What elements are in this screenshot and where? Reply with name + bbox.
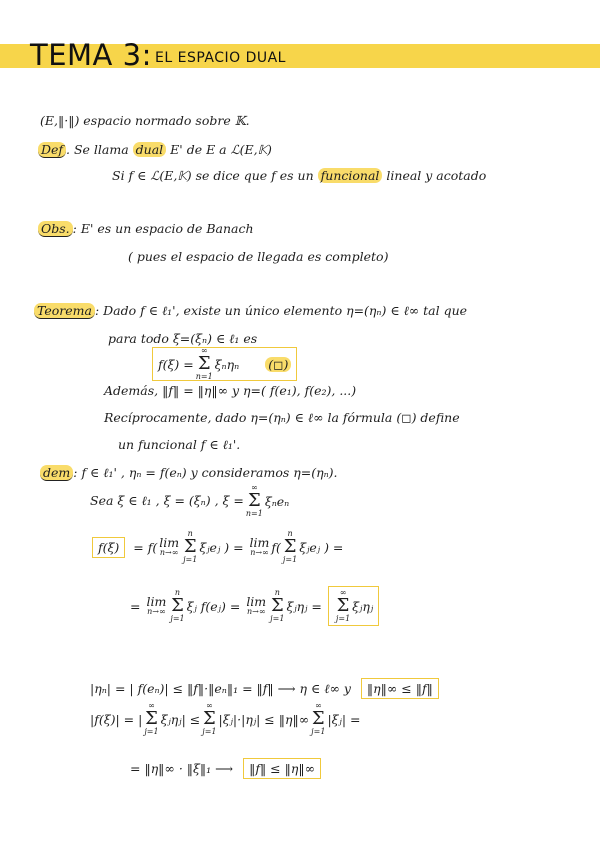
sum-symbol: ∞ Σ n=1 bbox=[195, 346, 213, 381]
obs-line-2: ( pues el espacio de llegada es completo) bbox=[128, 249, 389, 264]
teorema-formula-box: f(ξ) = ∞ Σ n=1 ξₙηₙ (◻) bbox=[152, 347, 297, 381]
inequality-2: |f(ξ)| = | ∞ Σ j=1 ξⱼηⱼ| ≤ ∞ Σ j=1 |ξⱼ|·|ηⱼ| ≤ ‖η‖∞ ∞ Σ j=1 |ξⱼ| = bbox=[90, 701, 361, 736]
dem-line-1: dem : f ∈ ℓ₁' , ηₙ = f(eₙ) y consideramos η=(ηₙ). bbox=[40, 465, 338, 481]
obs-line-1: Obs. : E' es un espacio de Banach bbox=[38, 221, 254, 236]
teorema-label: Teorema bbox=[34, 303, 95, 319]
funcional-highlight: funcional bbox=[318, 168, 383, 183]
eta-norm-box: ‖η‖∞ ≤ ‖f‖ bbox=[361, 678, 439, 699]
teorema-line-1: Teorema : Dado f ∈ ℓ₁', existe un único elemento η=(ηₙ) ∈ ℓ∞ tal que bbox=[34, 303, 467, 319]
def-line-2: Si f ∈ ℒ(E,𝕂) se dice que f es un funcional lineal y acotado bbox=[112, 168, 487, 183]
teorema-line-2: para todo ξ=(ξₙ) ∈ ℓ₁ es bbox=[108, 331, 258, 346]
inequality-1: |ηₙ| = | f(eₙ)| ≤ ‖f‖·‖eₙ‖₁ = ‖f‖ ⟶ η ∈ ℓ∞ y ‖η‖∞ ≤ ‖f‖ bbox=[90, 678, 439, 699]
equation-2: = lim n→∞ n Σ j=1 ξⱼ f(eⱼ) = lim n→∞ n Σ j=1 ξⱼηⱼ = ∞ Σ j=1 ξⱼηⱼ bbox=[130, 586, 379, 626]
sum-result-box: ∞ Σ j=1 ξⱼηⱼ bbox=[328, 586, 379, 626]
obs-label: Obs. bbox=[38, 221, 73, 237]
page-subtitle: EL ESPACIO DUAL bbox=[155, 50, 286, 66]
page-title: TEMA 3: bbox=[30, 38, 152, 72]
f-norm-box: ‖f‖ ≤ ‖η‖∞ bbox=[243, 758, 321, 779]
def-line-1: Def . Se llama dual E' de E a ℒ(E,𝕂) bbox=[38, 142, 272, 157]
dual-highlight: dual bbox=[133, 142, 167, 157]
inequality-3: = ‖η‖∞ · ‖ξ‖₁ ⟶ ‖f‖ ≤ ‖η‖∞ bbox=[130, 758, 321, 779]
equation-1: f(ξ) = f( lim n→∞ n Σ j=1 ξⱼeⱼ ) = lim n→∞ f( n Σ j=1 ξⱼeⱼ ) = bbox=[92, 530, 343, 564]
intro-line: (E,‖·‖) espacio normado sobre 𝕂. bbox=[40, 113, 250, 128]
teorema-line-4: Además, ‖f‖ = ‖η‖∞ y η=( f(e₁), f(e₂), ...) bbox=[104, 383, 357, 398]
f-xi-box: f(ξ) bbox=[92, 537, 125, 558]
dem-label: dem bbox=[40, 465, 73, 481]
teorema-line-5: Recíprocamente, dado η=(ηₙ) ∈ ℓ∞ la fórmula (◻) define bbox=[104, 410, 460, 425]
teorema-line-6: un funcional f ∈ ℓ₁'. bbox=[118, 437, 241, 452]
formula-tag: (◻) bbox=[265, 357, 291, 372]
def-label: Def bbox=[38, 142, 66, 158]
dem-line-2: Sea ξ ∈ ℓ₁ , ξ = (ξₙ) , ξ = ∞ Σ n=1 ξₙeₙ bbox=[90, 483, 290, 518]
